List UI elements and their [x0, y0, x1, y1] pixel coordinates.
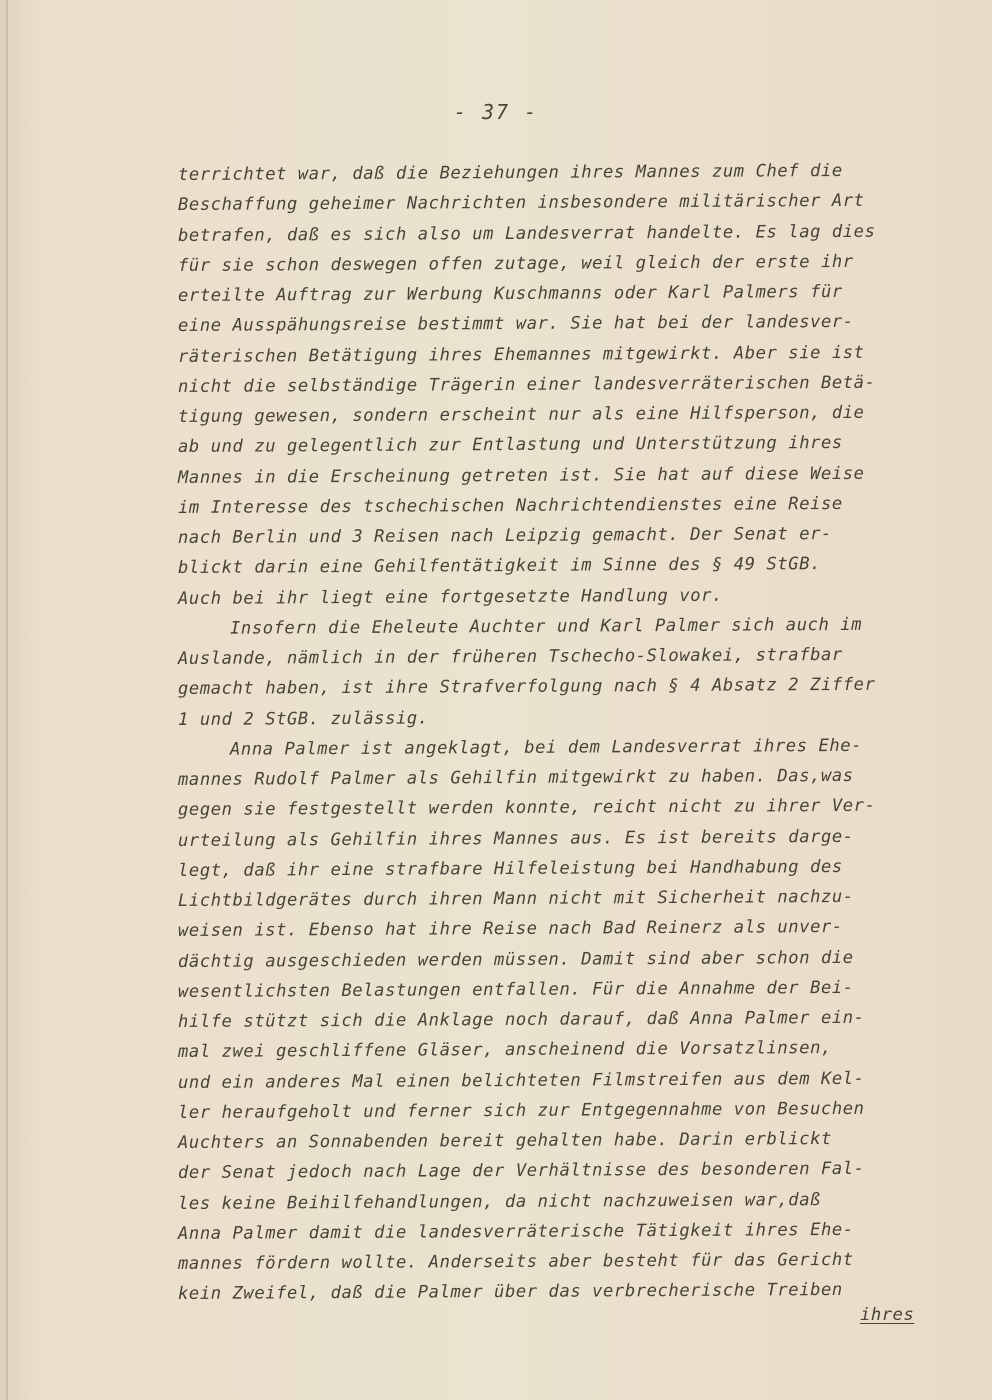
text-line: ler heraufgeholt und ferner sich zur Entgegennahme von Besuchen — [177, 1098, 865, 1123]
text-line: Beschaffung geheimer Nachrichten insbesondere militärischer Art — [177, 191, 865, 216]
page-fold-edge — [6, 0, 8, 1400]
text-line: Auch bei ihr liegt eine fortgesetzte Handlung vor. — [177, 585, 723, 609]
text-line: legt, daß ihr eine strafbare Hilfeleistung bei Handhabung des — [177, 856, 843, 881]
text-line: räterischen Betätigung ihres Ehemannes mitgewirkt. Aber sie ist — [177, 342, 865, 367]
catchword: ihres — [860, 1305, 915, 1325]
text-line: Lichtbildgerätes durch ihren Mann nicht mit Sicherheit nachzu- — [177, 886, 854, 911]
paragraph-start-line: Anna Palmer ist angeklagt, bei dem Landesverrat ihres Ehe- — [229, 735, 863, 760]
paragraph-start-line: Insofern die Eheleute Auchter und Karl Palmer sich auch im — [229, 614, 863, 639]
document-body — [178, 160, 978, 1310]
text-line: wesentlichsten Belastungen entfallen. Für die Annahme der Bei- — [177, 977, 854, 1002]
text-line: Mannes in die Erscheinung getreten ist. Sie hat auf diese Weise — [177, 463, 865, 488]
text-line: nicht die selbständige Trägerin einer landesverräterischen Betä- — [177, 372, 876, 397]
text-line: tigung gewesen, sondern erscheint nur als eine Hilfsperson, die — [177, 402, 865, 427]
text-line: gemacht haben, ist ihre Strafverfolgung nach § 4 Absatz 2 Ziffer — [177, 674, 876, 700]
text-line: terrichtet war, daß die Beziehungen ihres Mannes zum Chef die — [177, 160, 843, 185]
text-line: weisen ist. Ebenso hat ihre Reise nach Bad Reinerz als unver- — [177, 917, 843, 942]
text-line: dächtig ausgeschieden werden müssen. Damit sind aber schon die — [177, 947, 854, 972]
text-line: für sie schon deswegen offen zutage, weil gleich der erste ihr — [177, 251, 854, 276]
text-line: les keine Beihilfehandlungen, da nicht nachzuweisen war,daß — [177, 1189, 822, 1214]
text-line: 1 und 2 StGB. zulässig. — [177, 707, 429, 730]
text-line: mannes fördern wollte. Anderseits aber besteht für das Gericht — [177, 1249, 854, 1274]
text-line: Anna Palmer damit die landesverräterische Tätigkeit ihres Ehe- — [177, 1219, 854, 1244]
text-line: urteilung als Gehilfin ihres Mannes aus. Es ist bereits darge- — [177, 826, 854, 851]
text-line: Auslande, nämlich in der früheren Tschecho-Slowakei, strafbar — [177, 644, 843, 669]
text-line: ab und zu gelegentlich zur Entlastung und Unterstützung ihres — [177, 433, 843, 458]
text-line: blickt darin eine Gehilfentätigkeit im Sinne des § 49 StGB. — [177, 554, 822, 579]
text-line: Auchters an Sonnabenden bereit gehalten habe. Darin erblickt — [177, 1129, 832, 1153]
text-line: eine Ausspähungsreise bestimmt war. Sie hat bei der landesver- — [177, 312, 854, 337]
page-number: - 37 - — [453, 100, 539, 124]
text-line: gegen sie festgestellt werden konnte, reicht nicht zu ihrer Ver- — [177, 795, 876, 821]
text-line: erteilte Auftrag zur Werbung Kuschmanns oder Karl Palmers für — [177, 281, 843, 306]
text-line: mal zwei geschliffene Gläser, anscheinend die Vorsatzlinsen, — [177, 1038, 832, 1063]
text-line: mannes Rudolf Palmer als Gehilfin mitgewirkt zu haben. Das,was — [177, 765, 854, 790]
text-line: hilfe stützt sich die Anklage noch darauf, daß Anna Palmer ein- — [177, 1007, 865, 1032]
text-line: im Interesse des tschechischen Nachrichtendienstes eine Reise — [177, 493, 843, 518]
text-line: betrafen, daß es sich also um Landesverrat handelte. Es lag dies — [177, 221, 876, 246]
text-line: kein Zweifel, daß die Palmer über das verbrecherische Treiben — [177, 1280, 843, 1305]
text-line: nach Berlin und 3 Reisen nach Leipzig gemacht. Der Senat er- — [177, 524, 832, 548]
text-line: und ein anderes Mal einen belichteten Filmstreifen aus dem Kel- — [177, 1068, 865, 1093]
text-line: der Senat jedoch nach Lage der Verhältnisse des besonderen Fal- — [177, 1159, 865, 1184]
